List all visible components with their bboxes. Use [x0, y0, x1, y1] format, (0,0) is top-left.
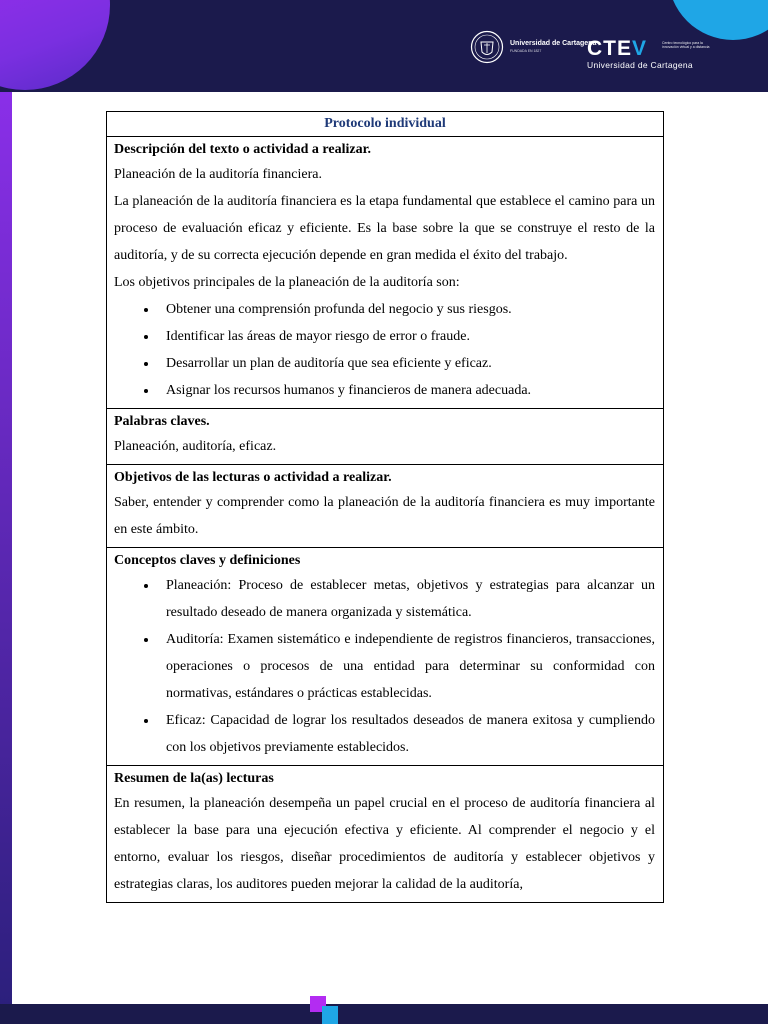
- university-seal-icon: [470, 30, 504, 64]
- paragraph: Saber, entender y comprender como la planeación de la auditoría financiera es muy importante en este ámbito.: [114, 495, 655, 537]
- ctev-wordmark: CTEV: [587, 37, 648, 60]
- ctev-university: Universidad de Cartagena: [587, 60, 693, 70]
- section-heading: Palabras claves.: [114, 414, 210, 429]
- paragraph: En resumen, la planeación desempeña un papel crucial en el proceso de auditoría financiera al establecer la base para una ejecución efectiva y eficiente. Al comprender el negocio y el entorno, evaluar los riesgos, diseñar procedimientos de auditoría y establecer objetivos y estrategias claras, los auditores pueden mejorar la calidad de la auditoría,: [114, 796, 655, 892]
- description-section: [107, 137, 664, 409]
- list-item: • Planeación: Proceso de establecer metas, objetivos y estrategias para alcanzar un resultado deseado de manera organizada y sistemática.: [158, 572, 655, 626]
- section-heading: Resumen de la(as) lecturas: [114, 771, 274, 786]
- ctev-logo: [587, 37, 710, 70]
- list-item: • Identificar las áreas de mayor riesgo de error o fraude.: [158, 323, 655, 350]
- section-heading: Objetivos de las lecturas o actividad a realizar.: [114, 470, 392, 485]
- paragraph: Planeación de la auditoría financiera.: [114, 167, 322, 182]
- section-heading: Descripción del texto o actividad a realizar.: [114, 142, 372, 157]
- objectives-list: [114, 296, 655, 404]
- objectives-section: [107, 465, 664, 548]
- section-heading: Conceptos claves y definiciones: [114, 553, 301, 568]
- keywords-section: [107, 409, 664, 465]
- udc-name: Universidad de Cartagena: [510, 40, 597, 48]
- list-item: • Obtener una comprensión profunda del negocio y sus riesgos.: [158, 296, 655, 323]
- list-item: • Asignar los recursos humanos y financieros de manera adecuada.: [158, 377, 655, 404]
- concepts-list: [114, 572, 655, 761]
- footer-band: [0, 1004, 768, 1024]
- universidad-de-cartagena-logo: [470, 30, 596, 64]
- left-accent-strip: [0, 92, 12, 1024]
- udc-tagline: FUNDADA EN 1827: [510, 48, 542, 53]
- list-item: • Auditoría: Examen sistemático e independiente de registros financieros, transacciones, operaciones o procesos de una entidad para determinar su conformidad con normativas, estándares o prácticas establecidas.: [158, 626, 655, 707]
- concepts-section: [107, 548, 664, 766]
- cyan-square-decor: [322, 1006, 338, 1024]
- table-title: Protocolo individual: [107, 112, 664, 137]
- summary-section: [107, 766, 664, 903]
- paragraph: Los objetivos principales de la planeación de la auditoría son:: [114, 275, 460, 290]
- paragraph: Planeación, auditoría, eficaz.: [114, 439, 277, 454]
- ctev-tagline: Centro tecnológico para la innovación virtual y a distancia: [662, 41, 710, 50]
- protocol-table: [106, 111, 664, 903]
- list-item: • Eficaz: Capacidad de lograr los resultados deseados de manera exitosa y cumpliendo con los objetivos previamente establecidos.: [158, 707, 655, 761]
- list-item: • Desarrollar un plan de auditoría que sea eficiente y eficaz.: [158, 350, 655, 377]
- paragraph: La planeación de la auditoría financiera es la etapa fundamental que establece el camino para un proceso de evaluación eficaz y eficiente. Es la base sobre la que se construye el resto de la auditoría, y de su correcta ejecución depende en gran medida el éxito del trabajo.: [114, 194, 655, 263]
